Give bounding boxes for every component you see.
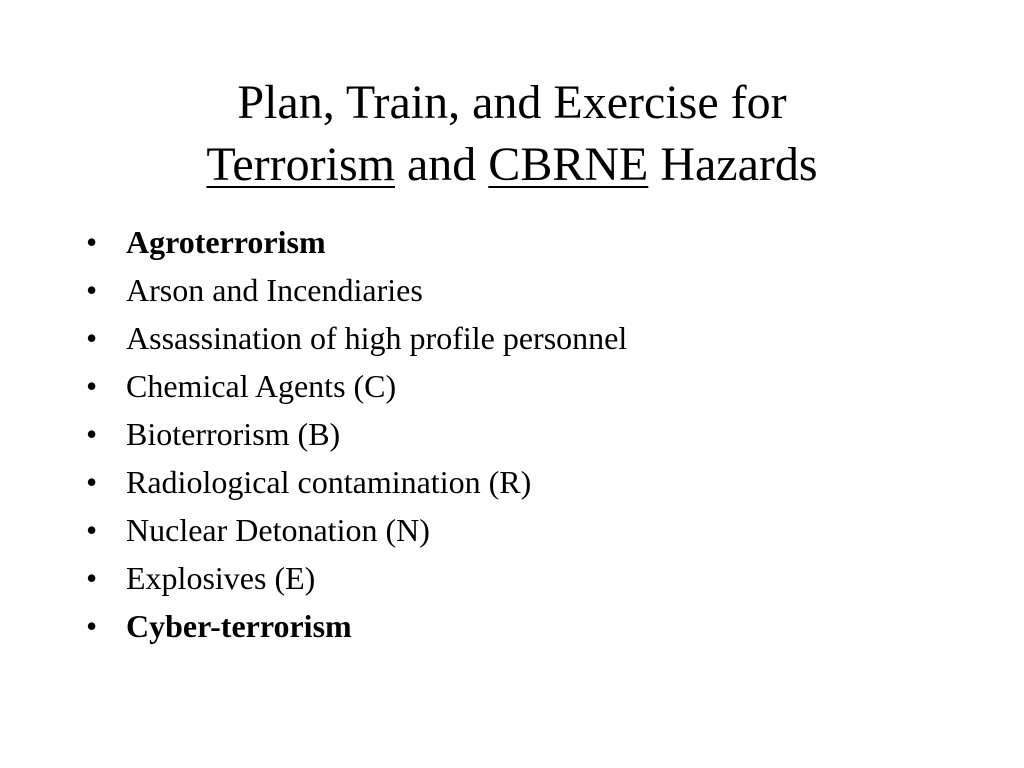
title-line-2 [0,134,1024,196]
list-item-text: Radiological contamination (R) [126,464,532,500]
list-item-text: Nuclear Detonation (N) [126,512,430,548]
bullet-icon: • [86,320,98,356]
bullet-icon: • [86,416,98,452]
list-item-text: Agroterrorism [126,224,326,260]
bullet-icon: • [86,368,98,404]
list-item [86,410,627,458]
slide-title [0,72,1024,196]
list-item-text: Cyber-terrorism [126,608,352,644]
list-item [86,602,627,650]
list-item-text: Assassination of high profile personnel [126,320,628,356]
title-and-text: and [394,138,489,191]
bullet-icon: • [86,464,98,500]
title-line-1: Plan, Train, and Exercise for [237,76,787,129]
list-item-text: Arson and Incendiaries [126,272,423,308]
title-cbrne-underlined: CBRNE [488,138,649,191]
bullet-icon: • [86,512,98,548]
bullet-list [86,218,627,650]
title-hazards-text: Hazards [648,138,818,191]
bullet-icon: • [86,608,98,644]
list-item-text: Explosives (E) [126,560,316,596]
list-item [86,554,627,602]
list-item-text: Chemical Agents (C) [126,368,397,404]
title-terrorism-underlined: Terrorism [206,138,395,191]
list-item [86,458,627,506]
bullet-icon: • [86,224,98,260]
bullet-icon: • [86,560,98,596]
list-item [86,362,627,410]
list-item [86,314,627,362]
list-item [86,266,627,314]
list-item [86,506,627,554]
bullet-icon: • [86,272,98,308]
list-item [86,218,627,266]
list-item-text: Bioterrorism (B) [126,416,341,452]
